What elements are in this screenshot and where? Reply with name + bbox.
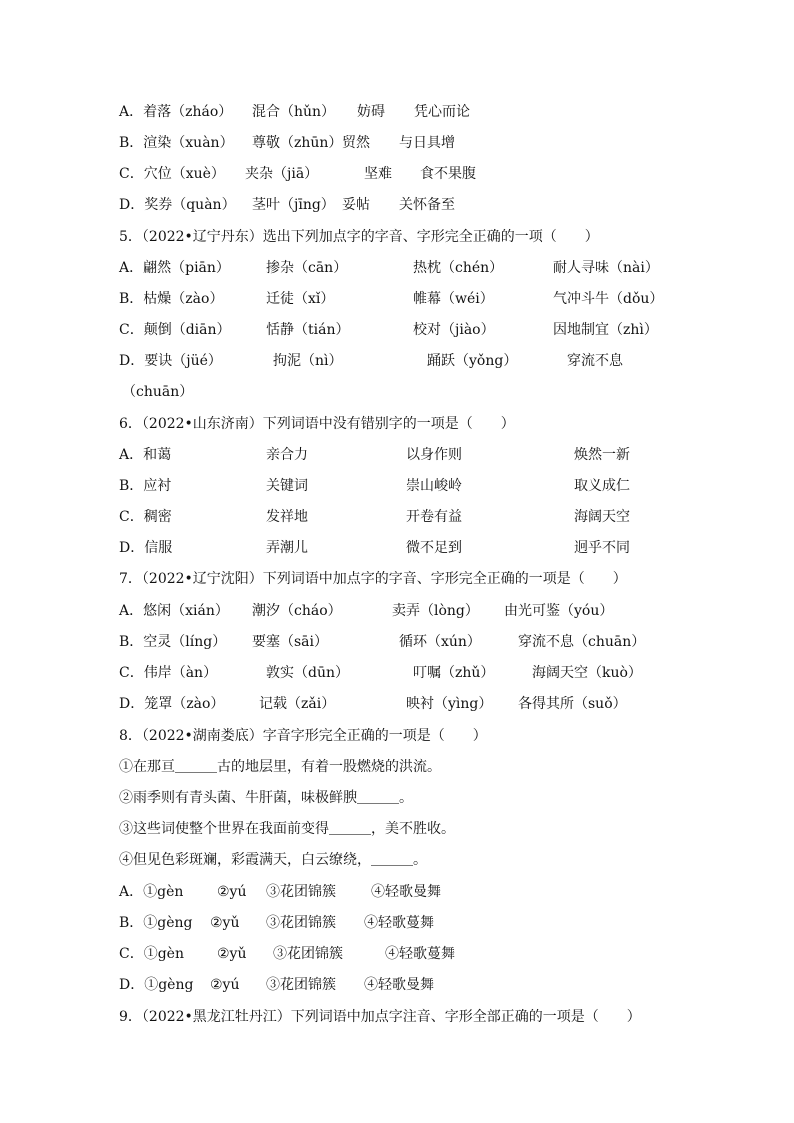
option-d-item-2: 拘泥（nì） — [273, 353, 343, 369]
option-a-item-1: A．着落（zháo） — [119, 104, 233, 120]
option-b-item-4: 取义成仁 — [574, 478, 630, 494]
option-b-item-2: 关键词 — [266, 478, 308, 494]
option-c-item-2: 发祥地 — [266, 509, 308, 525]
option-c-item-4: 海阔天空 — [574, 509, 630, 525]
question-6-stem: 6．（2022•山东济南）下列词语中没有错别字的一项是（ ） — [119, 416, 515, 432]
option-b-item-2: 要塞（sāi） — [252, 634, 329, 650]
option-c-item-1: C．①gèn — [119, 946, 184, 962]
option-b-item-1: B．渲染（xuàn） — [119, 135, 234, 151]
option-c-item-2: ②yǔ — [217, 946, 247, 962]
option-a-item-3: 卖弄（lòng） — [392, 603, 479, 619]
option-a-item-1: A．悠闲（xián） — [119, 603, 229, 619]
option-b-item-4: 穿流不息（chuān） — [518, 634, 646, 650]
sentence-2: ②雨季则有青头菌、牛肝菌，味极鲜腴＿＿＿。 — [119, 790, 413, 806]
option-c-item-4: 因地制宜（zhì） — [553, 322, 658, 338]
option-b-item-3: ③花团锦簇 — [266, 915, 336, 931]
option-b-item-1: B．枯燥（zào） — [119, 291, 224, 307]
option-d-item-3: ③花团锦簇 — [266, 977, 336, 993]
option-d-item-1: D．笼罩（zào） — [119, 696, 225, 712]
option-c-item-1: C．稠密 — [119, 509, 172, 525]
option-c-item-1: C．穴位（xuè） — [119, 166, 225, 182]
sentence-1: ①在那亘＿＿＿古的地层里，有着一股燃烧的洪流。 — [119, 759, 441, 775]
option-d-continuation: （chuān） — [122, 384, 194, 400]
option-b-item-2: ②yǔ — [210, 915, 240, 931]
option-c-item-3: 校对（jiào） — [413, 322, 495, 338]
option-d-item-1: D．要诀（jüé） — [119, 353, 222, 369]
option-b-item-3: 贸然 — [342, 135, 370, 151]
option-d-item-4: 各得其所（suǒ） — [518, 696, 627, 712]
option-a-item-2: 掺杂（cān） — [266, 260, 348, 276]
option-c-item-3: 开卷有益 — [406, 509, 462, 525]
option-c-item-2: 夹杂（jiā） — [245, 166, 319, 182]
option-c-item-3: ③花团锦簇 — [273, 946, 343, 962]
option-b-item-2: 迁徒（xǐ） — [266, 291, 335, 307]
option-d-item-3: 映衬（yìng） — [406, 696, 493, 712]
option-c-item-2: 敦实（dūn） — [266, 665, 349, 681]
option-c-item-4: ④轻歌蔓舞 — [385, 946, 455, 962]
option-a-item-4: 焕然一新 — [574, 447, 630, 463]
question-8-stem: 8．（2022•湖南娄底）字音字形完全正确的一项是（ ） — [119, 728, 487, 744]
option-c-item-4: 食不果腹 — [420, 166, 476, 182]
option-c-item-1: C．颠倒（diān） — [119, 322, 231, 338]
option-d-item-1: D．①gèng — [119, 977, 194, 993]
option-c-item-4: 海阔天空（kuò） — [532, 665, 642, 681]
option-d-item-2: 记载（zǎi） — [259, 696, 336, 712]
option-b-item-4: 气冲斗牛（dǒu） — [553, 291, 664, 307]
option-d-item-1: D．信服 — [119, 540, 173, 556]
option-c-item-2: 恬静（tián） — [266, 322, 350, 338]
option-a-item-3: 妨碍 — [357, 104, 385, 120]
option-d-item-4: 迥乎不同 — [574, 540, 630, 556]
option-b-item-2: 尊敬（zhūn） — [252, 135, 343, 151]
option-b-item-1: B．空灵（líng） — [119, 634, 227, 650]
sentence-3: ③这些词使整个世界在我面前变得＿＿＿，美不胜收。 — [119, 821, 455, 837]
option-b-item-1: B．①gèng — [119, 915, 193, 931]
question-5-stem: 5．（2022•辽宁丹东）选出下列加点字的字音、字形完全正确的一项（ ） — [119, 229, 599, 245]
option-d-item-4: ④轻歌曼舞 — [364, 977, 434, 993]
option-a-item-2: 潮汐（cháo） — [252, 603, 342, 619]
option-a-item-4: ④轻歌曼舞 — [371, 884, 441, 900]
question-7-stem: 7．（2022•辽宁沈阳）下列词语中加点字的字音、字形完全正确的一项是（ ） — [119, 571, 627, 587]
option-a-item-3: ③花团锦簇 — [266, 884, 336, 900]
option-d-item-2: ②yú — [210, 977, 240, 993]
option-b-item-4: 与日具增 — [399, 135, 455, 151]
option-b-item-3: 循环（xún） — [399, 634, 481, 650]
option-a-item-1: A．翩然（piān） — [119, 260, 230, 276]
option-d-item-1: D．奖券（quàn） — [119, 197, 236, 213]
option-d-item-2: 弄潮儿 — [266, 540, 308, 556]
option-c-item-3: 叮嘱（zhǔ） — [413, 665, 495, 681]
option-b-item-4: ④轻歌蔓舞 — [364, 915, 434, 931]
option-a-item-2: 混合（hǔn） — [252, 104, 336, 120]
option-b-item-1: B．应衬 — [119, 478, 172, 494]
option-a-item-3: 以身作则 — [406, 447, 462, 463]
option-d-item-3: 踊跃（yǒng） — [427, 353, 518, 369]
question-9-stem: 9．（2022•黑龙江牡丹江）下列词语中加点字注音、字形全部正确的一项是（ ） — [119, 1009, 641, 1025]
option-d-item-4: 关怀备至 — [399, 197, 455, 213]
option-a-item-4: 由光可鉴（yóu） — [504, 603, 614, 619]
option-a-item-3: 热枕（chén） — [413, 260, 504, 276]
option-a-item-2: ②yú — [217, 884, 247, 900]
option-b-item-3: 帷幕（wéi） — [413, 291, 494, 307]
option-d-item-2: 茎叶（jīng） — [252, 197, 335, 213]
option-a-item-1: A．①gèn — [119, 884, 184, 900]
option-c-item-1: C．伟岸（àn） — [119, 665, 218, 681]
option-c-item-3: 坚难 — [364, 166, 392, 182]
option-d-item-4: 穿流不息 — [567, 353, 623, 369]
option-a-item-1: A．和蔼 — [119, 447, 172, 463]
option-b-item-3: 崇山峻岭 — [406, 478, 462, 494]
option-a-item-2: 亲合力 — [266, 447, 308, 463]
option-a-item-4: 凭心而论 — [414, 104, 470, 120]
option-a-item-4: 耐人寻味（nài） — [553, 260, 659, 276]
sentence-4: ④但见色彩斑斓，彩霞满天，白云缭绕，＿＿＿。 — [119, 852, 427, 868]
option-d-item-3: 微不足到 — [406, 540, 462, 556]
option-d-item-3: 妥帖 — [342, 197, 370, 213]
